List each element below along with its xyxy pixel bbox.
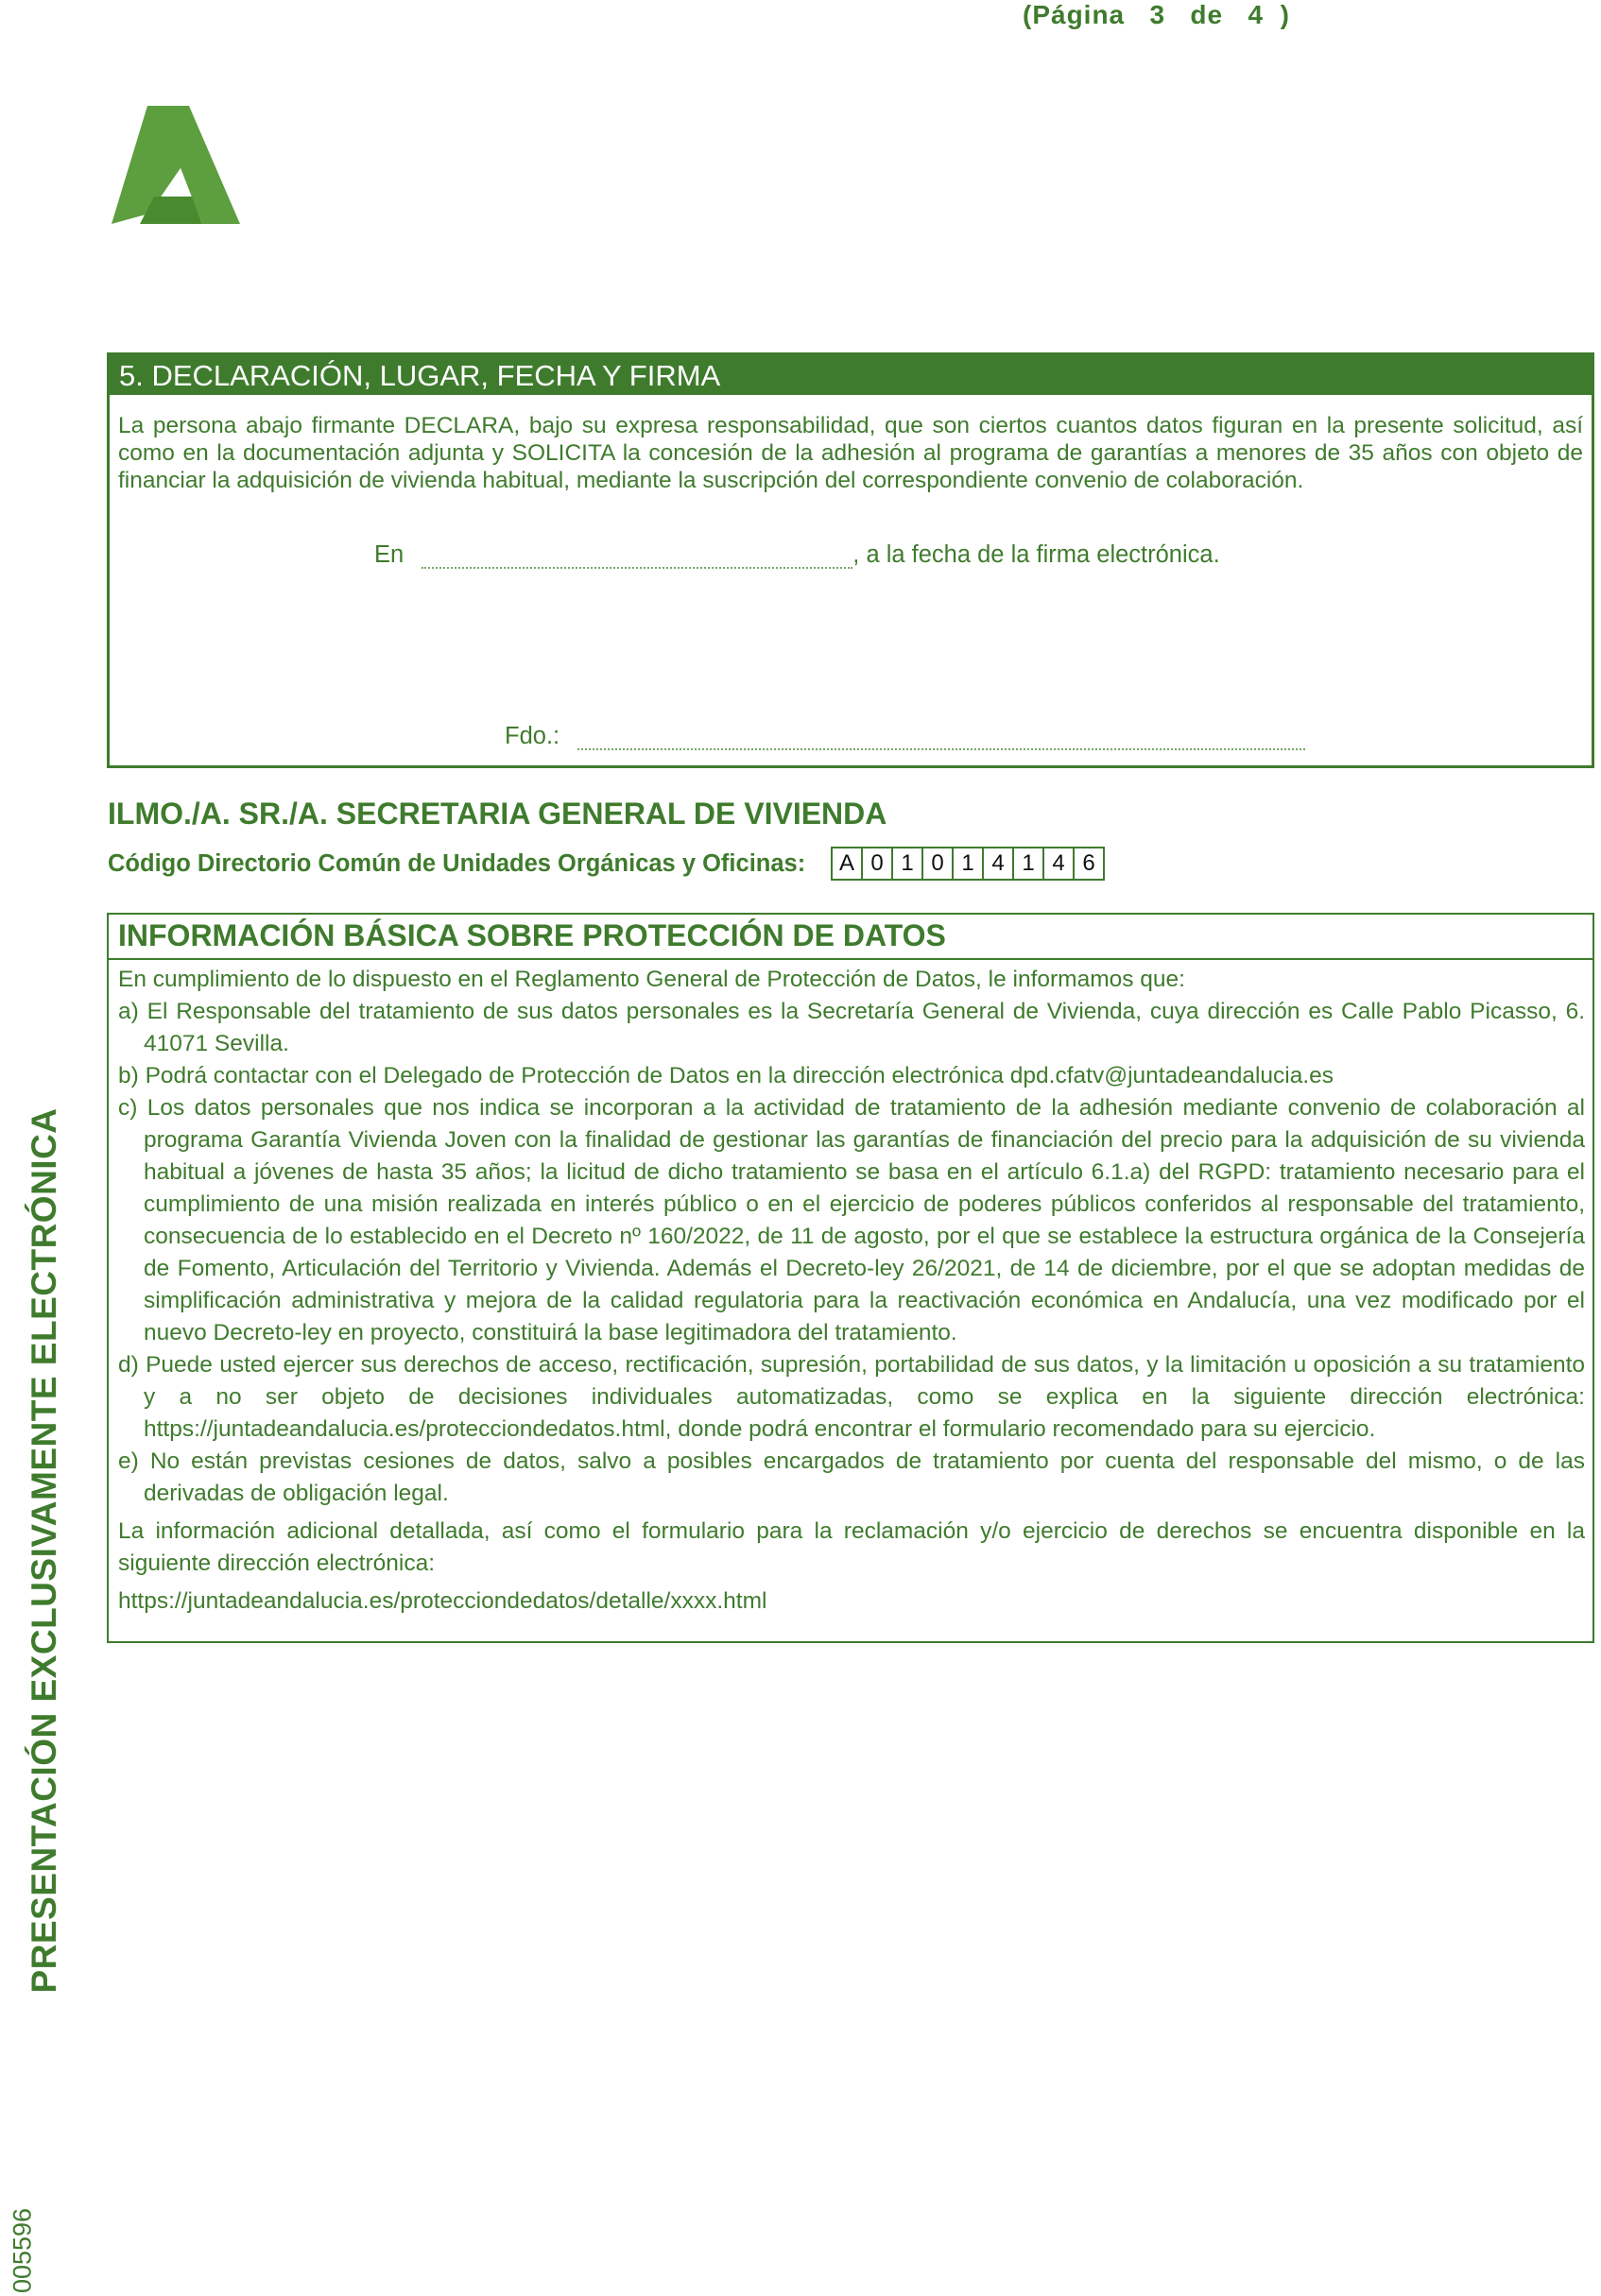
page-label: (Página (1023, 0, 1126, 29)
page-of: de (1190, 0, 1224, 29)
privacy-item: b) Podrá contactar con el Delegado de Protección de Datos en la dirección electrónica dpd.cfatv@juntadeandalucia.es (118, 1063, 1334, 1088)
section-title: 5. DECLARACIÓN, LUGAR, FECHA Y FIRMA (110, 355, 1592, 395)
dir3-code-cell: 1 (954, 848, 984, 879)
place-row (374, 541, 1220, 569)
page-current: 3 (1149, 0, 1166, 29)
page-number (1023, 0, 1290, 30)
dir3-code-cell: 4 (984, 848, 1014, 879)
page-close: ) (1280, 0, 1290, 29)
place-label: En (374, 541, 405, 568)
dir3-code-cell: 1 (893, 848, 923, 879)
dir3-code-cell: 1 (1014, 848, 1044, 879)
signature-label: Fdo.: (505, 723, 560, 749)
dir3-code (831, 847, 1105, 881)
date-text: , a la fecha de la firma electrónica. (852, 541, 1220, 568)
dir3-code-cell: 6 (1082, 850, 1095, 876)
signature-field[interactable] (577, 726, 1305, 750)
dir3-label: Código Directorio Común de Unidades Orgánicas y Oficinas: (108, 850, 806, 877)
dir3-code-cell: 0 (923, 848, 954, 879)
dir3-code-cell: 0 (863, 848, 893, 879)
privacy-url-link[interactable]: https://juntadeandalucia.es/protecciondedatos/detalle/xxxx.html (118, 1588, 767, 1614)
privacy-item: c) Los datos personales que nos indica se incorporan a la actividad de tratamiento de la adhesión mediante convenio de colaboración al programa Garantía Vivienda Joven con la finalidad de gestionar las garantías de financiación del precio para la adquisición de su vivienda habitual a jóvenes de hasta 35 años; la licitud de dicho tratamiento se basa en el artículo 6.1.a) del RGPD: tratamiento necesario para el cumplimiento de una misión realizada en interés público o en el ejercicio de poderes públicos conferidos al responsable del tratamiento, consecuencia de lo establecido en el Decreto nº 160/2022, de 11 de agosto, por el que se establece la estructura orgánica de la Consejería de Fomento, Articulación del Territorio y Vivienda. Además el Decreto-ley 26/2021, de 14 de diciembre, por el que se adoptan medidas de simplificación administrativa y mejora de la calidad regulatoria para la reactivación económica en Andalucía, una vez modificado por el nuevo Decreto-ley en proyecto, constituirá la base legitimadora del tratamiento. (118, 1095, 1585, 1345)
privacy-item: d) Puede usted ejercer sus derechos de acceso, rectificación, supresión, portabilidad de sus datos, y la limitación u oposición a su tratamiento y a no ser objeto de decisiones individuales automatizadas, como se explica en la siguiente dirección electrónica: https://juntadeandalucia.es/protecciondedatos.html, donde podrá encontrar el formulario recomendado para su ejercicio. (118, 1352, 1585, 1442)
declaration-section (107, 352, 1594, 768)
privacy-title: INFORMACIÓN BÁSICA SOBRE PROTECCIÓN DE DATOS (109, 915, 1592, 960)
dir3-code-cell: A (833, 848, 863, 879)
privacy-item: a) El Responsable del tratamiento de sus datos personales es la Secretaría General de Vivienda, cuya dirección es Calle Pablo Picasso, 6. 41071 Sevilla. (118, 999, 1585, 1056)
recipient-title: ILMO./A. SR./A. SECRETARIA GENERAL DE VIVIENDA (108, 797, 887, 831)
data-protection-section (107, 913, 1594, 1643)
page-total: 4 (1248, 0, 1265, 29)
privacy-additional: La información adicional detallada, así como el formulario para la reclamación y/o ejercicio de derechos se encuentra disponible en la siguiente dirección electrónica: (118, 1518, 1585, 1576)
signature-row (505, 723, 1305, 750)
privacy-intro: En cumplimiento de lo dispuesto en el Reglamento General de Protección de Datos, le informamos que: (118, 967, 1185, 992)
dir3-code-cell: 4 (1044, 848, 1075, 879)
document-code: 005596 (8, 2207, 37, 2294)
junta-andalucia-logo-icon (112, 106, 240, 224)
side-notice: PRESENTACIÓN EXCLUSIVAMENTE ELECTRÓNICA (25, 1107, 63, 1994)
place-field[interactable] (422, 542, 852, 569)
privacy-item: e) No están previstas cesiones de datos, salvo a posibles encargados de tratamiento por cuenta del responsable del mismo, o de las derivadas de obligación legal. (118, 1448, 1585, 1506)
declaration-text: La persona abajo firmante DECLARA, bajo su expresa responsabilidad, que son ciertos cuantos datos figuran en la presente solicitud, así como en la documentación adjunta y SOLICITA la concesión de la adhesión al programa de garantías a menores de 35 años con objeto de financiar la adquisición de vivienda habitual, mediante la suscripción del correspondiente convenio de colaboración. (118, 413, 1583, 493)
